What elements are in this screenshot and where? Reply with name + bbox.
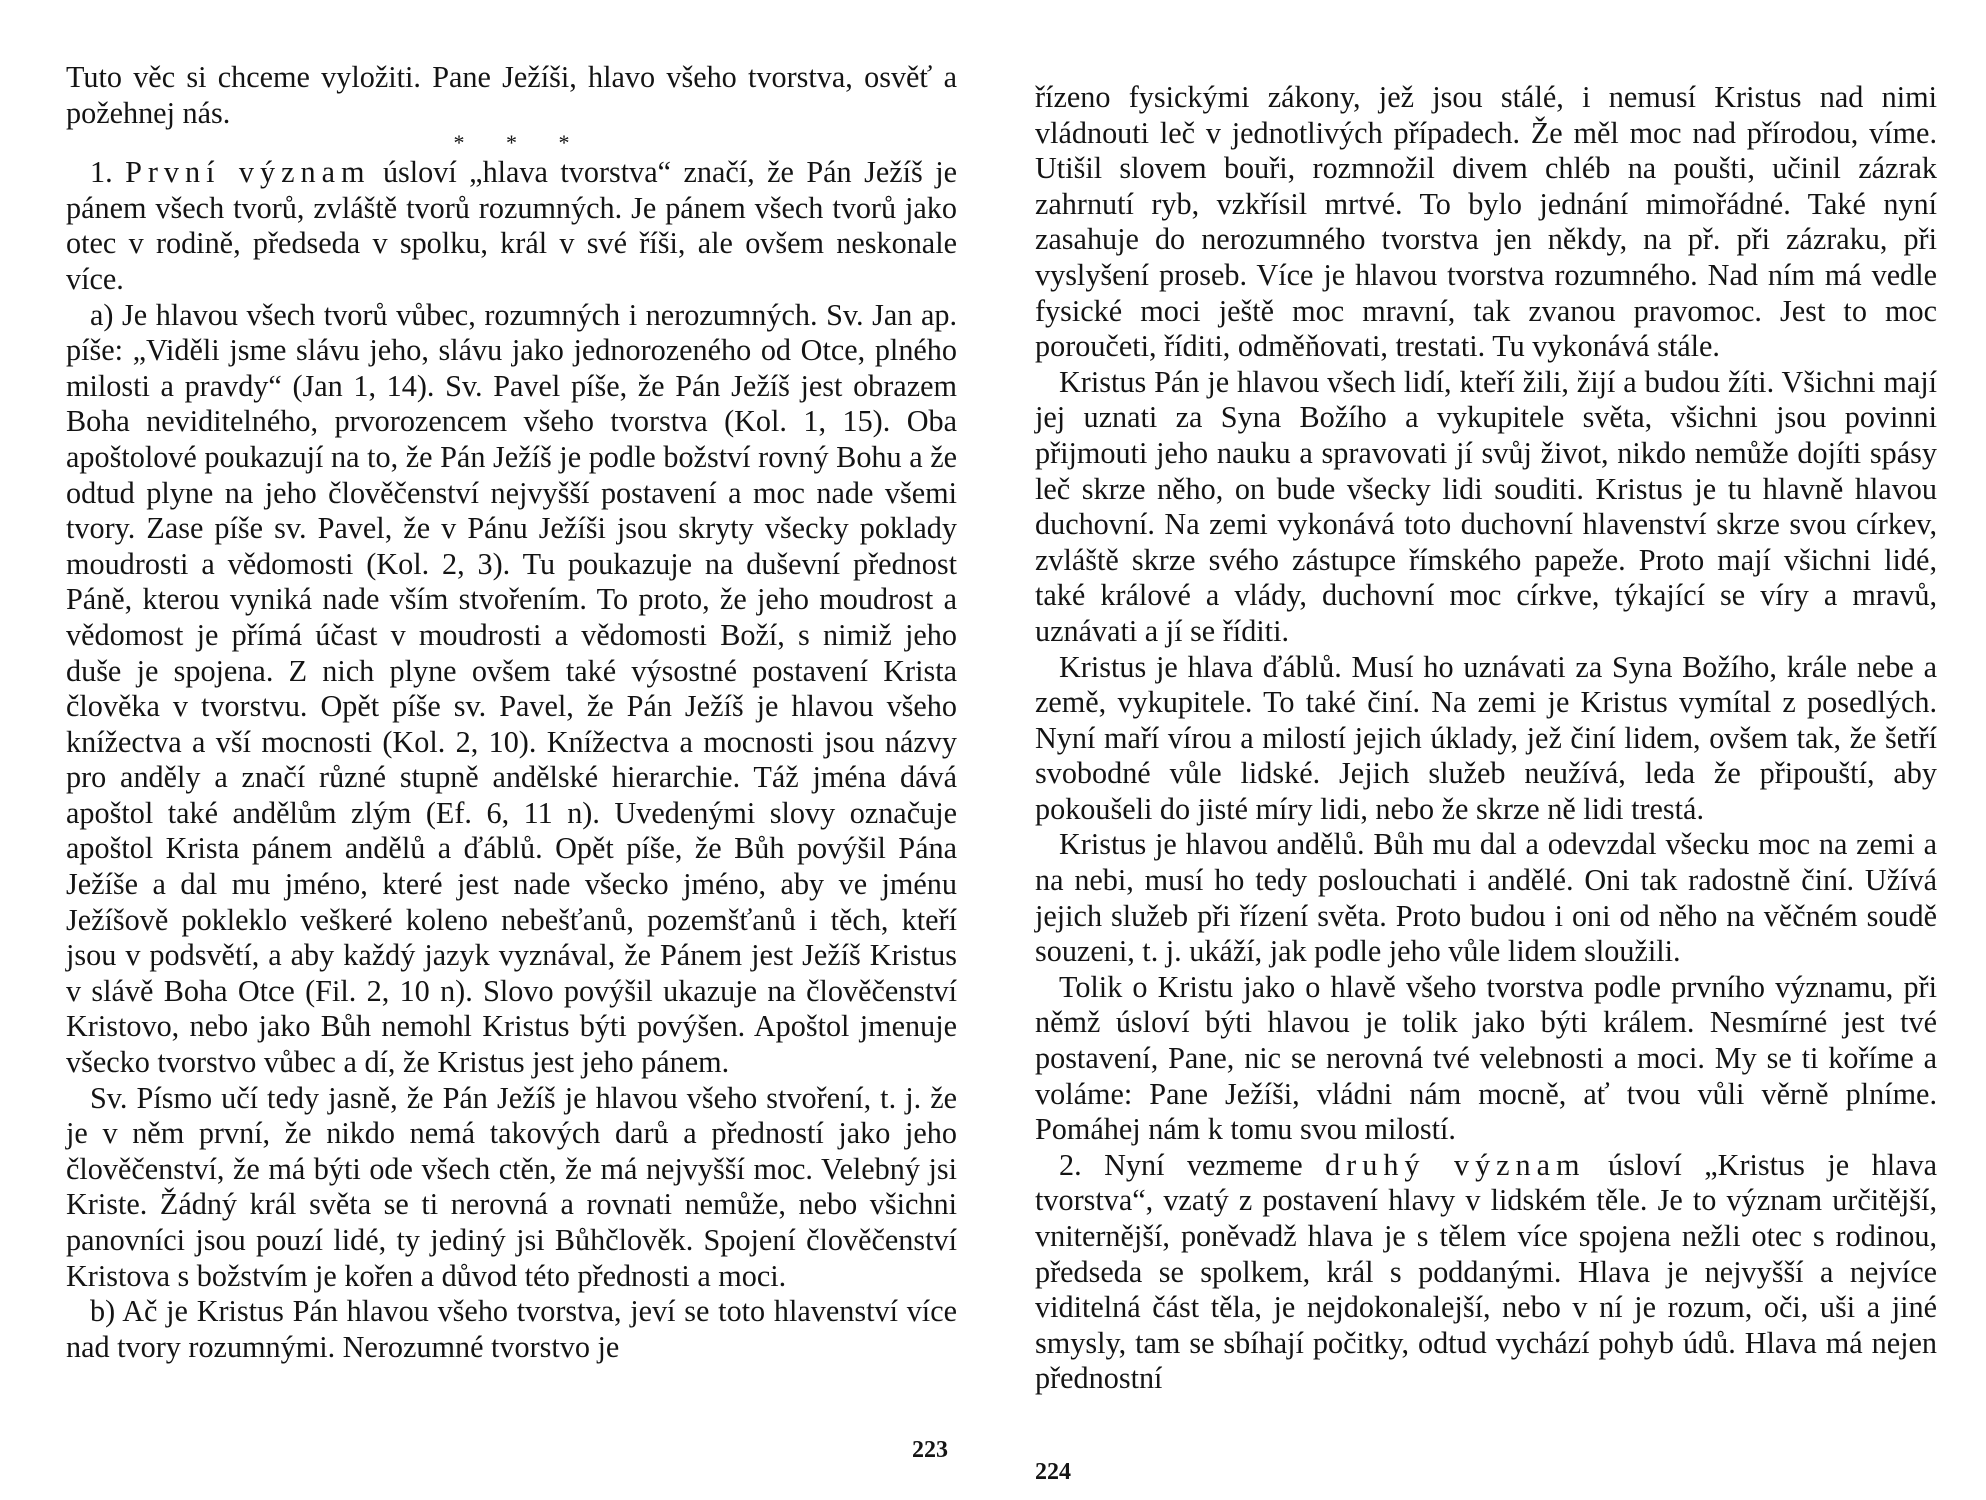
paragraph: řízeno fysickými zákony, jež jsou stálé, i nemusí Kristus nad nimi vládnouti leč v jednotlivých případech. Že měl moc nad přírodou, víme. Utišil slovem bouři, rozmnožil divem chléb na poušti, učinil zázrak zahrnutí ryb, vzkřísil mrtvé. To bylo jednání mimořádné. Také nyní zasahuje do nerozumného tvorstva jen někdy, na př. při zázraku, při vyslyšení proseb. Více je hlavou tvorstva rozumného. Nad ním má vedle fysické moci ještě moc mravní, tak zvanou pravomoc. Jest to moc poroučeti, říditi, odměňovati, trestati. Tu vykonává stále. [1035,80,1937,364]
page-number: 224 [1035,1459,1071,1485]
paragraph: b) Ač je Kristus Pán hlavou všeho tvorstva, jeví se toto hlavenství více nad tvory rozumnými. Nerozumné tvorstvo je [66,1294,957,1364]
paragraph: Kristus Pán je hlavou všech lidí, kteří žili, žijí a budou žíti. Všichni mají jej uznati za Syna Božího a vykupitele světa, všichni jsou povinni přijmouti jeho nauku a spravovati jí svůj život, nikdo nemůže dojíti spásy leč skrze něho, on bude všecky lidi souditi. Kristus je tu hlavně hlavou duchovní. Na zemi vykonává toto duchovní hlavenství skrze svou církev, zvláště skrze svého zástupce římského papeže. Proto mají všichni lidé, také králové a vlády, duchovní moc církve, týkající se víry a mravů, uznávati a jí se říditi. [1035,364,1937,648]
page-number: 223 [912,1437,948,1463]
spaced-emphasis: První význam [125,155,371,190]
paragraph-text: úsloví „Kristus je hlava tvorstva“, vzatý z postavení hlavy v lidském těle. Je to význam určitější, vniternější, poněvadž hlava je s tělem více spojena nežli otec s rodinou, předseda se spolkem, král s poddanými. Hlava je nejvyšší a nejvíce viditelná část těla, je nejdokonalejší, nebo v ní je rozum, oči, uši a jiné smysly, tam se sbíhají počitky, odtud vychází pohyb údů. Hlava má nejen přednostní [1035,1147,1937,1396]
paragraph: Kristus je hlava ďáblů. Musí ho uznávati za Syna Božího, krále nebe a země, vykupitele. To také činí. Na zemi je Kristus vymítal z posedlých. Nyní maří vírou a milostí jejich úklady, jež činí lidem, ovšem tak, že šetří svobodné vůle lidské. Jejich služeb neužívá, leda že připouští, aby pokoušeli do jisté míry lidi, nebo že skrze ně lidi trestá. [1035,649,1937,826]
paragraph-text: úsloví „hlava tvorstva“ značí, že Pán Ježíš je pánem všech tvorů, zvláště tvorů rozumných. Je pánem všech tvorů jako otec v rodině, předseda v spolku, král v své říši, ale ovšem neskonale více. [66,155,957,296]
spaced-emphasis: druhý význam [1325,1147,1586,1182]
paragraph [1035,1148,1937,1397]
right-text-column [1035,80,1937,1397]
section-number: 1. [90,155,113,190]
paragraph: Sv. Písmo učí tedy jasně, že Pán Ježíš je hlavou všeho stvoření, t. j. že je v něm první, že nikdo nemá takových darů a předností jako jeho člověčenství, že má býti ode všech ctěn, že má nejvyšší moc. Velebný jsi Kriste. Žádný král světa se ti nerovná a rovnati nemůže, nebo všichni panovníci jsou pouzí lidé, ty jediný jsi Bůhčlověk. Spojení člověčenství Kristova s božstvím je kořen a důvod této přednosti a moci. [66,1080,957,1293]
paragraph: Tuto věc si chceme vyložiti. Pane Ježíši, hlavo všeho tvorstva, osvěť a požehnej nás. [66,60,957,130]
section-number: 2. Nyní vezmeme [1059,1147,1303,1182]
paragraph: a) Je hlavou všech tvorů vůbec, rozumných i nerozumných. Sv. Jan ap. píše: „Viděli jsme slávu jeho, slávu jako jednorozeného od Otce, plného milosti a pravdy“ (Jan 1, 14). Sv. Pavel píše, že Pán Ježíš jest obrazem Boha neviditelného, prvorozencem všeho tvorstva (Kol. 1, 15). Oba apoštolové poukazují na to, že Pán Ježíš je podle božství rovný Bohu a že odtud plyne na jeho člověčenství nejvyšší postavení a moc nade všemi tvory. Zase píše sv. Pavel, že v Pánu Ježíši jsou skryty všecky poklady moudrosti a vědomosti (Kol. 2, 3). Tu poukazuje na duševní přednost Páně, kterou vyniká nade vším stvořením. To proto, že jeho moudrost a vědomost je přímá účast v moudrosti a vědomosti Boží, s nimiž jeho duše je spojena. Z nich plyne ovšem také výsostné postavení Krista člověka v tvorstvu. Opět píše sv. Pavel, že Pán Ježíš je hlavou všeho knížectva a vší mocnosti (Kol. 2, 10). Knížectva a mocnosti jsou názvy pro anděly a značí různé stupně andělské hierarchie. Táž jména dává apoštol také andělům zlým (Ef. 6, 11 n). Uvedenými slovy označuje apoštol Krista pánem andělů a ďáblů. Opět píše, že Bůh povýšil Pána Ježíše a dal mu jméno, které jest nade všecko jméno, aby ve jménu Ježíšově pokleklo veškeré koleno nebešťanů, pozemšťanů i těch, kteří jsou v podsvětí, a aby každý jazyk vyznával, že Pánem jest Ježíš Kristus v slávě Boha Otce (Fil. 2, 10 n). Slovo povýšil ukazuje na člověčenství Kristovo, nebo jako Bůh nemohl Kristus býti povýšen. Apoštol jmenuje všecko tvorstvo vůbec a dí, že Kristus jest jeho pánem. [66,297,957,1080]
left-text-column [66,60,957,1365]
paragraph: Tolik o Kristu jako o hlavě všeho tvorstva podle prvního významu, při němž úsloví býti hlavou je tolik jako býti králem. Nesmírné jest tvé postavení, Pane, nic se nerovná tvé velebnosti a moci. My se ti koříme a voláme: Pane Ježíši, vládni nám mocně, ať tvou vůli věrně plníme. Pomáhej nám k tomu svou milostí. [1035,969,1937,1147]
paragraph: Kristus je hlavou andělů. Bůh mu dal a odevzdal všecku moc na zemi a na nebi, musí ho tedy poslouchati i andělé. Oni tak radostně činí. Užívá jejich služeb při řízení světa. Proto budou i oni od něho na věčném soudě souzeni, t. j. ukáží, jak podle jeho vůle lidem sloužili. [1035,827,1937,969]
section-separator: * * * [453,130,588,156]
paragraph [66,155,957,297]
right-page [993,0,1986,1500]
